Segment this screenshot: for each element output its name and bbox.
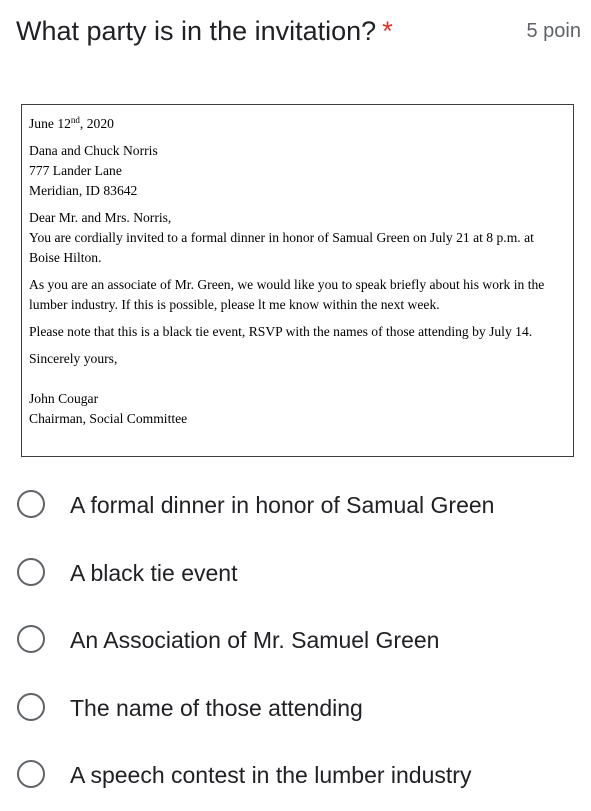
letter-signer-name: John Cougar [29, 391, 99, 406]
answer-option-label[interactable]: A formal dinner in honor of Samual Green [70, 492, 495, 518]
answer-options [0, 473, 591, 811]
letter-date-prefix: June 12 [29, 116, 71, 131]
letter-salutation: Dear Mr. and Mrs. Norris, [29, 210, 172, 225]
letter-address-line2: Meridian, ID 83642 [29, 183, 138, 198]
radio-button-icon[interactable] [17, 490, 45, 518]
letter-address-line1: 777 Lander Lane [29, 163, 122, 178]
letter-paragraph-3: Please note that this is a black tie event, RSVP with the names of those attending by July 14. [29, 324, 533, 339]
letter-paragraph-2: As you are an associate of Mr. Green, we would like you to speak briefly about his work in the lumber industry. If this is possible, please lt me know within the next week. [29, 277, 545, 312]
radio-button-icon[interactable] [17, 625, 45, 653]
question-title [16, 14, 393, 48]
points-label: 5 poin [526, 20, 581, 42]
letter-date [29, 114, 567, 134]
radio-button-icon[interactable] [17, 760, 45, 788]
letter-date-ordinal: nd [70, 115, 80, 125]
answer-option-label[interactable]: A speech contest in the lumber industry [70, 762, 472, 788]
answer-option-2[interactable] [0, 541, 591, 609]
question-title-text: What party is in the invitation? [16, 16, 377, 46]
invitation-letter-image [21, 104, 574, 457]
letter-signer-title: Chairman, Social Committee [29, 411, 188, 426]
answer-option-label[interactable]: A black tie event [70, 559, 238, 586]
answer-option-1[interactable] [0, 473, 591, 541]
letter-date-suffix: , 2020 [79, 116, 114, 131]
letter-closing: Sincerely yours, [29, 351, 118, 366]
answer-option-3[interactable] [0, 608, 591, 676]
letter-paragraph-1: You are cordially invited to a formal dinner in honor of Samual Green on July 21 at 8 p.m. at Boise Hilton. [29, 230, 534, 265]
question-header [16, 10, 591, 50]
radio-button-icon[interactable] [17, 693, 45, 721]
answer-option-label[interactable]: An Association of Mr. Samuel Green [70, 627, 440, 653]
answer-option-5[interactable] [0, 743, 591, 811]
letter-recipient: Dana and Chuck Norris [29, 143, 158, 158]
answer-option-label[interactable]: The name of those attending [70, 694, 363, 721]
answer-option-4[interactable] [0, 676, 591, 744]
radio-button-icon[interactable] [17, 558, 45, 586]
required-asterisk: * [382, 16, 393, 46]
